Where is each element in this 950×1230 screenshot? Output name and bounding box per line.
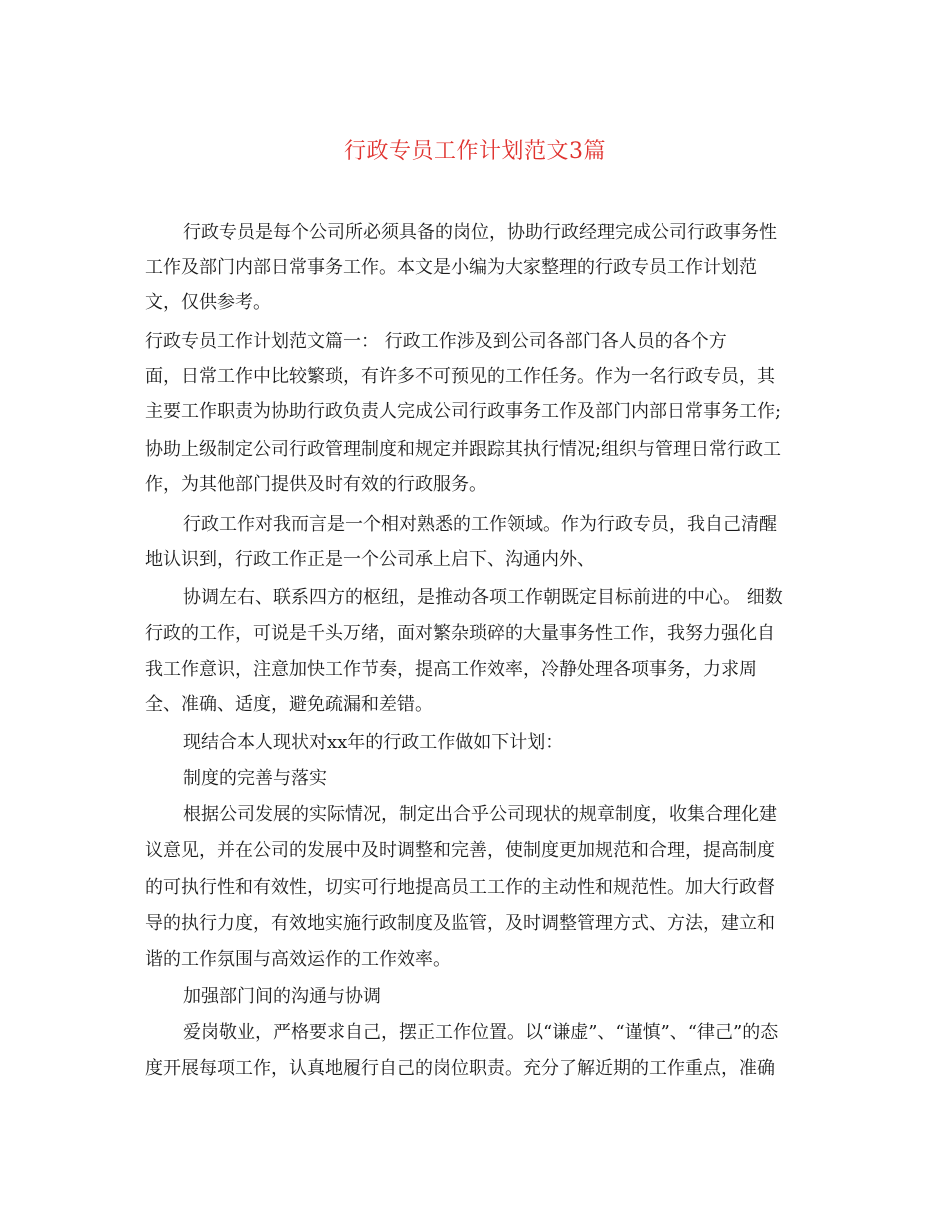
- paragraph-line: 协调左右、联系四方的枢纽，是推动各项工作朝既定目标前进的中心。 细数: [183, 587, 783, 608]
- paragraph-line: 行政的工作，可说是千头万绪，面对繁杂琐碎的大量事务性工作，我努力强化自: [145, 623, 775, 644]
- paragraph-line: 导的执行力度，有效地实施行政制度及监管，及时调整管理方式、方法，建立和: [145, 913, 775, 934]
- paragraph-line: 现结合本人现状对xx年的行政工作做如下计划：: [183, 732, 564, 753]
- paragraph-line: 爱岗敬业，严格要求自己，摆正工作位置。以“谦虚”、“谨慎”、“律己”的态: [183, 1022, 779, 1043]
- paragraph-line: 度开展每项工作，认真地履行自己的岗位职责。充分了解近期的工作重点，准确: [145, 1058, 775, 1079]
- paragraph-line: 地认识到，行政工作正是一个公司承上启下、沟通内外、: [145, 549, 595, 570]
- paragraph-line: 文，仅供参考。: [145, 292, 271, 313]
- section-heading-line: 行政专员工作计划范文篇一： 行政工作涉及到公司各部门各人员的各个方: [145, 331, 727, 352]
- paragraph-line: 主要工作职责为协助行政负责人完成公司行政事务工作及部门内部日常事务工作;: [145, 401, 782, 422]
- paragraph-line: 作，为其他部门提供及时有效的行政服务。: [145, 474, 487, 495]
- subheading-line: 制度的完善与落实: [183, 768, 327, 789]
- paragraph-line: 面，日常工作中比较繁琐，有许多不可预见的工作任务。作为一名行政专员，其: [145, 366, 775, 387]
- paragraph-line: 根据公司发展的实际情况，制定出合乎公司现状的规章制度，收集合理化建: [183, 804, 777, 825]
- paragraph-line: 协助上级制定公司行政管理制度和规定并跟踪其执行情况;组织与管理日常行政工: [145, 439, 782, 460]
- paragraph-line: 行政工作对我而言是一个相对熟悉的工作领域。作为行政专员，我自己清醒: [183, 514, 777, 535]
- paragraph-line: 议意见，并在公司的发展中及时调整和完善，使制度更加规范和合理，提高制度: [145, 840, 775, 861]
- document-title: 行政专员工作计划范文3篇: [344, 139, 606, 164]
- paragraph-line: 全、准确、适度，避免疏漏和差错。: [145, 694, 433, 715]
- subheading-line: 加强部门间的沟通与协调: [183, 986, 381, 1007]
- paragraph-line: 谐的工作氛围与高效运作的工作效率。: [145, 949, 451, 970]
- paragraph-line: 工作及部门内部日常事务工作。本文是小编为大家整理的行政专员工作计划范: [145, 257, 757, 278]
- paragraph-line: 的可执行性和有效性，切实可行地提高员工工作的主动性和规范性。加大行政督: [145, 877, 775, 898]
- paragraph-line: 我工作意识，注意加快工作节奏，提高工作效率，冷静处理各项事务，力求周: [145, 659, 757, 680]
- paragraph-line: 行政专员是每个公司所必须具备的岗位，协助行政经理完成公司行政事务性: [183, 222, 777, 243]
